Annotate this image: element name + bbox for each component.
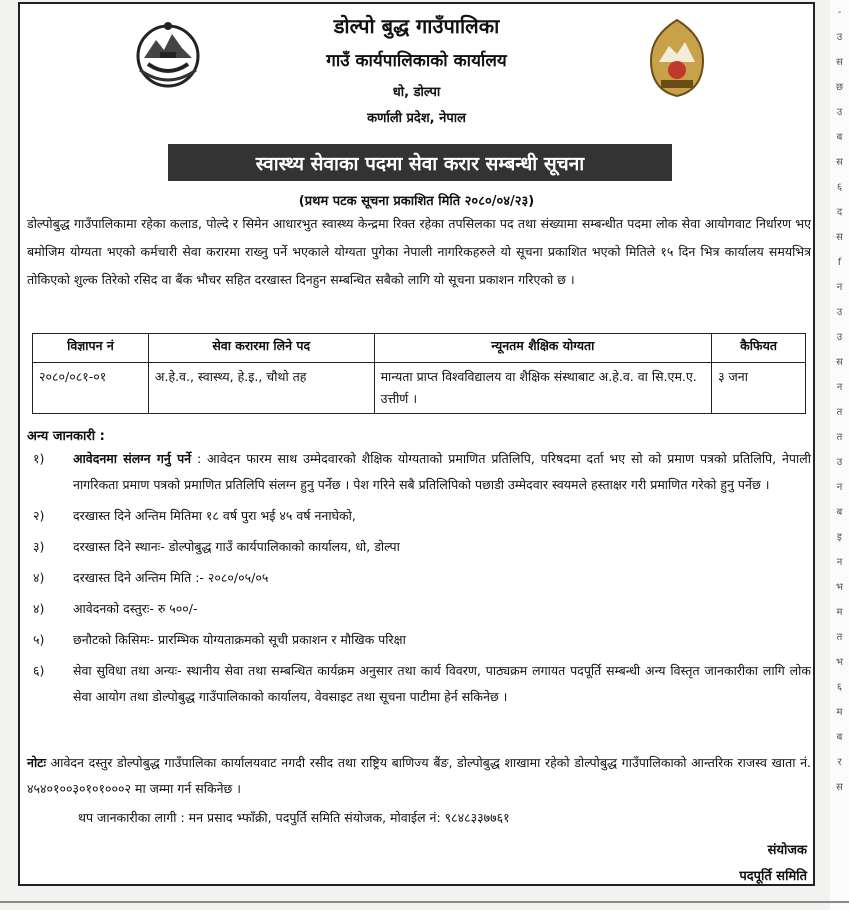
side-strip-glyph: उ — [836, 307, 843, 318]
side-strip-glyph: इ — [837, 532, 842, 543]
table-header-row — [33, 334, 806, 363]
list-item-bold: आवेदनमा संलग्न गर्नु पर्ने — [73, 451, 192, 466]
side-strip-glyph: न — [836, 382, 843, 393]
side-strip-glyph: ६ — [836, 682, 843, 693]
qualification-cell: मान्यता प्राप्त विश्वविद्यालय वा शैक्षिक संस्थाबाट अ.हे.व. वा सि.एम.ए. उत्तीर्ण । — [374, 363, 711, 414]
side-strip-glyph: ब — [836, 132, 843, 143]
list-item-number: ४) — [33, 570, 45, 585]
side-strip-glyph: ब — [836, 732, 843, 743]
bottom-divider — [0, 901, 849, 903]
vacancy-table — [32, 333, 806, 414]
list-item-number: ६) — [33, 663, 45, 678]
signature-title: संयोजक — [767, 843, 807, 858]
side-strip-glyph: म — [836, 707, 843, 718]
notice-sheet — [18, 2, 815, 886]
notice-title-banner: स्वास्थ्य सेवाका पदमा सेवा करार सम्बन्धी सूचना — [168, 144, 672, 181]
list-item — [27, 596, 811, 622]
signature-org: पदपूर्ति समिति — [739, 869, 807, 884]
list-item — [27, 534, 811, 560]
publication-date: (प्रथम पटक सूचना प्रकाशित मिति २०८०/०४/२३) — [298, 194, 535, 209]
side-strip-glyph: त — [836, 407, 843, 418]
header-line-4: कर्णाली प्रदेश, नेपाल — [367, 111, 466, 126]
info-list — [27, 446, 811, 715]
side-strip-glyph: त — [836, 432, 843, 443]
list-item-number: ३) — [33, 539, 45, 554]
side-strip-glyph: - — [837, 7, 842, 18]
list-item — [27, 446, 811, 498]
side-strip-glyph: भ — [835, 657, 844, 668]
list-item-number: २) — [33, 508, 45, 523]
side-strip-glyph: ब — [836, 507, 843, 518]
table-row — [33, 363, 806, 414]
side-strip-glyph: स — [836, 232, 843, 243]
list-item-text: : आवेदन फारम साथ उम्मेदवारको शैक्षिक योग्यताको प्रमाणित प्रतिलिपि, परिषदमा दर्ता भए सो को प्रमाण पत्रको प्रतिलिपि, नेपाली नागरिकता प्रमाण पत्रको प्रमाणित प्रतिलिपि संलग्न हुनु पर्नेछ । पेश गरिने सबै प्रतिलिपिको पछाडी उम्मेदवार स्वयमले हस्ताक्षर गरी प्रमाणित गरेको हुनु पर्नेछ । — [73, 451, 811, 492]
side-strip-glyph: स — [836, 357, 843, 368]
intro-paragraph: डोल्पोबुद्ध गाउँपालिकामा रहेका कलाड, पोल्दे र सिमेन आधारभुत स्वास्थ्य केन्द्रमा रिक्त रहेका तपसिलका पद तथा संख्यामा सम्बन्धीत पदमा लोक सेवा आयोगवाट निर्धारण भए बमोजिम योग्यता भएको कर्मचारी सेवा करारमा राख्नु पर्ने भएकाले योग्यता पुगेका नेपाली नागरिकहरुले यो सूचना प्रकाशित भएको मितिले १५ दिन भित्र कार्यालय समयभित्र तोकिएको शुल्क तिरेको रसिद वा बैंक भौचर सहित दरखास्त दिनहुन सम्बन्धित सबैको लागि यो सूचना प्रकाशन गरिएको छ । — [27, 216, 811, 287]
side-strip-glyph: उ — [836, 457, 843, 468]
list-item — [27, 565, 811, 591]
side-strip — [830, 0, 849, 910]
table-header-cell: न्यूनतम शैक्षिक योग्यता — [374, 334, 711, 363]
note-label: नोटः — [27, 755, 47, 770]
side-strip-glyph: न — [836, 282, 843, 293]
list-item-text: दरखास्त दिने अन्तिम मिति :- २०८०/०५/०५ — [73, 570, 269, 585]
side-strip-glyph: उ — [836, 107, 843, 118]
side-strip-glyph: न — [836, 482, 843, 493]
position-cell: अ.हे.व., स्वास्थ्य, हे.इ., चौथो तह — [148, 363, 374, 414]
side-strip-glyph: स — [836, 157, 843, 168]
list-item-text: छनौटको किसिमः- प्रारम्भिक योग्यताक्रमको सूची प्रकाशन र मौखिक परिक्षा — [73, 632, 406, 647]
note-text: आवेदन दस्तुर डोल्पोबुद्ध गाउँपालिका कार्यालयवाट नगदी रसीद तथा राष्ट्रिय बाणिज्य बैंङ, डोल्पोबुद्ध शाखामा रहेको डोल्पोबुद्ध गाउँपालिकाको आन्तरिक राजस्व खाता नं. ४५४०१००३०१०१०००२ मा जम्मा गर्न सकिनेछ । — [27, 755, 811, 796]
list-item-number: १) — [33, 451, 45, 466]
side-strip-glyph: द — [836, 207, 843, 218]
list-item — [27, 503, 811, 529]
side-strip-glyph: न — [836, 557, 843, 568]
list-item-text: दरखास्त दिने अन्तिम मितिमा १८ वर्ष पुरा भई ४५ वर्ष ननाघेको, — [73, 508, 356, 523]
list-item-number: ४) — [33, 601, 45, 616]
list-item-number: ५) — [33, 632, 45, 647]
side-strip-glyph: म — [836, 607, 843, 618]
list-item-text: सेवा सुविधा तथा अन्यः- स्थानीय सेवा तथा सम्बन्धित कार्यक्रम अनुसार तथा कार्य विवरण, पाठ्यक्रम लगायत पदपूर्ति सम्बन्धी अन्य विस्तृत जानकारीका लागि लोक सेवा आयोग तथा डोल्पोबुद्ध गाउँपालिकाको कार्यालय, वेवसाइट तथा सूचना पाटीमा हेर्न सकिनेछ । — [73, 663, 811, 704]
ad-number-cell: २०८०/०८१-०१ — [33, 363, 149, 414]
table-header-cell: सेवा करारमा लिने पद — [148, 334, 374, 363]
list-item — [27, 658, 811, 710]
list-item-text: दरखास्त दिने स्थानः- डोल्पोबुद्ध गाउँ कार्यपालिकाको कार्यालय, धो, डोल्पा — [73, 539, 400, 554]
side-strip-glyph: उ — [836, 32, 843, 43]
side-strip-glyph: र — [837, 757, 842, 768]
side-strip-glyph: स — [836, 782, 843, 793]
side-strip-glyph: त — [836, 632, 843, 643]
note-paragraph — [27, 750, 811, 802]
contact-line: थप जानकारीका लागी : मन प्रसाद भ्फाँक्री, पदपुर्ति समिति संयोजक, मोवाईल नं: ९८४८३३७७६१ — [78, 810, 510, 825]
side-strip-glyph: उ — [836, 332, 843, 343]
table-header-cell: विज्ञापन नं — [33, 334, 149, 363]
side-strip-glyph: ६ — [836, 182, 843, 193]
side-strip-glyph: स — [836, 57, 843, 68]
header-line-1: डोल्पो बुद्ध गाउँपालिका — [333, 14, 500, 38]
table-header-cell: कैफियत — [712, 334, 806, 363]
other-info-heading: अन्य जानकारी : — [27, 429, 105, 444]
list-item-text: आवेदनको दस्तुरः- रु ५००/- — [73, 601, 198, 616]
side-strip-glyph: भ — [835, 582, 844, 593]
header-line-2: गाउँ कार्यपालिकाको कार्यालय — [326, 51, 507, 71]
header-line-3: धो, डोल्पा — [392, 85, 441, 100]
side-strip-glyph: f — [837, 257, 842, 268]
list-item — [27, 627, 811, 653]
remarks-cell: ३ जना — [712, 363, 806, 414]
side-strip-glyph: छ — [835, 82, 843, 93]
